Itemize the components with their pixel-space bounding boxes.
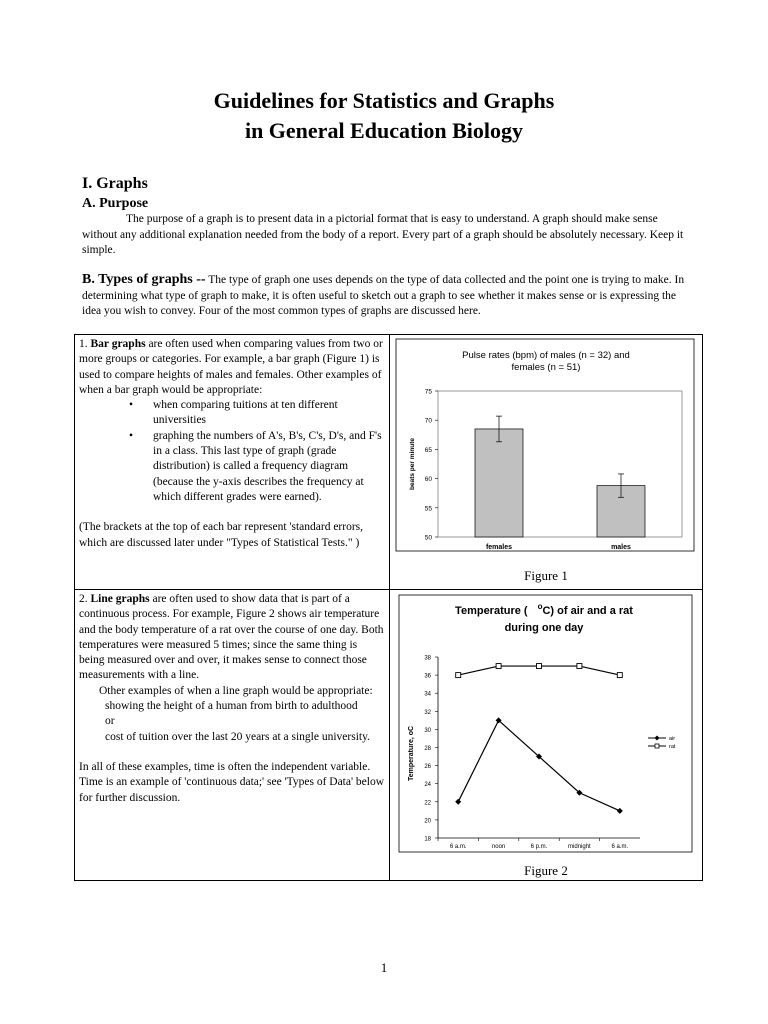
y-tick-label: 50 bbox=[424, 534, 432, 542]
point-rat bbox=[577, 664, 582, 669]
list-item: • graphing the numbers of A's, B's, C's, D's, and F's in a class. This last type of graph (grade distribution) is called a frequency diagram (because the y-axis describes the frequency at which different grades were earned). bbox=[153, 429, 385, 505]
line-example-2: cost of tuition over the last 20 years at a single university. bbox=[105, 730, 370, 743]
figure1-caption: Figure 1 bbox=[524, 568, 568, 583]
page-title-line2: in General Education Biology bbox=[244, 118, 524, 143]
item-number: 1. bbox=[79, 338, 91, 350]
y-tick-label: 24 bbox=[424, 782, 431, 789]
figure2-line-chart bbox=[390, 590, 702, 858]
bar-note: (The brackets at the top of each bar represent 'standard errors, which are discussed later under "Types of Statistical Tests." ) bbox=[79, 521, 364, 549]
x-tick-label: noon bbox=[491, 844, 506, 850]
bar-graph-text-cell bbox=[75, 335, 390, 590]
y-tick-label: 26 bbox=[424, 764, 431, 771]
chart-title-line1: Pulse rates (bpm) of males (n = 32) and bbox=[462, 350, 630, 361]
y-axis-label: beats per minute bbox=[409, 437, 416, 491]
y-tick-label: 36 bbox=[424, 673, 431, 680]
subheading-purpose: A. Purpose bbox=[82, 196, 149, 211]
y-tick-label: 28 bbox=[424, 746, 431, 752]
page-title-line1: Guidelines for Statistics and Graphs bbox=[213, 88, 555, 113]
line-graph-text-cell bbox=[75, 590, 390, 881]
list-item: • when comparing tuitions at ten different universities bbox=[153, 398, 385, 429]
bar-females bbox=[475, 429, 523, 537]
graph-types-table bbox=[74, 334, 703, 881]
x-tick-label: 6 p.m. bbox=[530, 844, 548, 850]
y-tick-label: 18 bbox=[424, 836, 431, 843]
line-other: Other examples of when a line graph would be appropriate: bbox=[99, 684, 373, 697]
legend-marker-rat bbox=[655, 744, 659, 748]
x-tick-label: midnight bbox=[568, 844, 591, 850]
y-tick-label: 75 bbox=[424, 388, 432, 396]
x-tick-label: females bbox=[485, 544, 513, 551]
line-example-1: showing the height of a human from birth to adulthood bbox=[105, 700, 358, 713]
legend-label-rat: rat bbox=[669, 744, 676, 750]
y-tick-label: 65 bbox=[424, 446, 432, 454]
line-closing: In all of these examples, time is often the independent variable. Time is an example of 'continuous data;' see 'Types of Data' below for further discussion. bbox=[79, 760, 385, 804]
y-tick-label: 55 bbox=[424, 505, 432, 513]
y-tick-label: 30 bbox=[424, 727, 431, 734]
figure1-cell bbox=[390, 335, 703, 590]
legend-marker-air bbox=[655, 736, 660, 741]
bar-intro: are often used when comparing values from two or more groups or categories. For example, a bar graph (Figure 1) is used to compare heights of males and females. Other examples of when a bar graph would be appropriate: bbox=[79, 338, 383, 396]
types-text: The type of graph one uses depends on the type of data collected and the point one is trying to make. In determining what type of graph to make, it is often useful to sketch out a graph to see whether it makes sense or is expressing the idea you wish to convey. Four of the most common types of graphs are discussed here. bbox=[82, 274, 685, 317]
chart-title-line2: during one day bbox=[504, 622, 584, 634]
term-line-graphs: Line graphs bbox=[90, 593, 150, 605]
point-rat bbox=[537, 664, 542, 669]
point-air bbox=[455, 799, 461, 805]
section-heading-graphs: I. Graphs bbox=[82, 175, 148, 192]
y-tick-label: 60 bbox=[424, 476, 432, 484]
item-number: 2. bbox=[79, 593, 91, 605]
figure2-cell bbox=[390, 590, 703, 881]
point-rat bbox=[456, 673, 461, 678]
x-tick-label: 6 a.m. bbox=[611, 844, 629, 850]
legend-label-air: air bbox=[669, 736, 676, 742]
y-axis-label: Temperature, oC bbox=[408, 725, 415, 782]
y-tick-label: 32 bbox=[424, 709, 431, 716]
y-tick-label: 22 bbox=[424, 800, 431, 807]
series-line-air bbox=[458, 720, 620, 811]
y-tick-label: 20 bbox=[424, 818, 431, 825]
point-air bbox=[617, 808, 623, 814]
point-rat bbox=[617, 673, 622, 678]
subheading-types: B. Types of graphs -- bbox=[82, 272, 206, 287]
chart-title-line2: females (n = 51) bbox=[511, 362, 581, 373]
x-tick-label: males bbox=[611, 544, 631, 551]
line-intro: are often used to show data that is part of a continuous process. For example, Figure 2 shows air temperature and the body temperature of a rat over the course of one day. Both temperatures were measured 5 times; since the same thing is being measured over and over, it makes sense to connect those measurements with a line. bbox=[79, 593, 384, 682]
purpose-paragraph bbox=[82, 212, 692, 259]
x-tick-label: 6 a.m. bbox=[449, 844, 467, 850]
line-or: or bbox=[105, 715, 115, 728]
point-rat bbox=[496, 664, 501, 669]
purpose-text: The purpose of a graph is to present data in a pictorial format that is easy to understand. A graph should make sense without any additional explanation needed from the body of a report. Every part of a graph should be absolutely necessary. Keep it simple. bbox=[82, 213, 684, 256]
figure1-bar-chart bbox=[390, 335, 702, 563]
types-paragraph bbox=[82, 272, 692, 320]
figure2-caption: Figure 2 bbox=[524, 863, 568, 878]
term-bar-graphs: Bar graphs bbox=[90, 338, 146, 350]
y-tick-label: 34 bbox=[424, 691, 431, 698]
plot-area bbox=[438, 391, 682, 537]
chart-title-line1: Temperature ( $^o$C) of air and a rat bbox=[455, 602, 633, 617]
y-tick-label: 38 bbox=[424, 655, 431, 662]
y-tick-label: 70 bbox=[424, 417, 432, 425]
page-number: 1 bbox=[380, 960, 388, 975]
